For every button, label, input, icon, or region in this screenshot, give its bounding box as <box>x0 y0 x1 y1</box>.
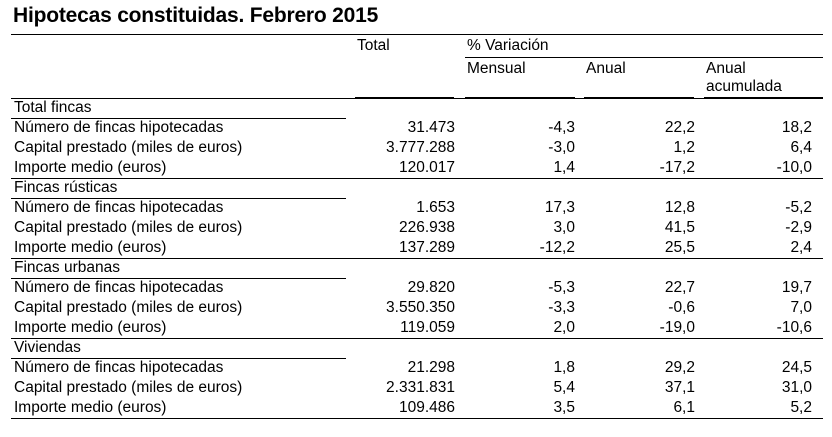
header-acumulada-1: Anual <box>706 60 746 77</box>
row-label: Número de fincas hipotecadas <box>14 119 224 136</box>
section-rule <box>11 338 823 339</box>
cell-total: 119.059 <box>400 319 455 336</box>
section-heading: Fincas urbanas <box>14 259 120 276</box>
cell-mensual: 2,0 <box>553 319 575 336</box>
cell-anual: -19,0 <box>659 319 695 336</box>
cell-mensual: -5,3 <box>548 279 575 296</box>
header-variacion: % Variación <box>467 37 549 54</box>
row-label: Importe medio (euros) <box>14 239 167 256</box>
cell-anual: 22,7 <box>664 279 695 296</box>
row-label: Capital prestado (miles de euros) <box>14 379 243 396</box>
cell-anual: 1,2 <box>673 139 695 156</box>
cell-anual: 6,1 <box>673 399 695 416</box>
cell-acumulada: 19,7 <box>781 279 812 296</box>
page-title: Hipotecas constituidas. Febrero 2015 <box>13 4 379 27</box>
cell-total: 2.331.831 <box>386 379 455 396</box>
header-acumulada-2: acumulada <box>706 78 782 95</box>
cell-mensual: 17,3 <box>544 199 575 216</box>
row-label: Número de fincas hipotecadas <box>14 199 224 216</box>
row-label: Número de fincas hipotecadas <box>14 279 224 296</box>
cell-mensual: -3,0 <box>548 139 575 156</box>
row-label: Capital prestado (miles de euros) <box>14 139 243 156</box>
variacion-rule <box>465 57 823 58</box>
cell-acumulada: 7,0 <box>790 299 812 316</box>
cell-mensual: 5,4 <box>553 379 575 396</box>
cell-anual: 22,2 <box>664 119 695 136</box>
cell-acumulada: -10,6 <box>776 319 812 336</box>
cell-total: 3.777.288 <box>386 139 455 156</box>
cell-mensual: -12,2 <box>539 239 575 256</box>
section-rule <box>11 258 823 259</box>
row-label: Número de fincas hipotecadas <box>14 359 224 376</box>
cell-acumulada: 6,4 <box>790 139 812 156</box>
header-anual: Anual <box>586 60 626 77</box>
cell-acumulada: -5,2 <box>785 199 812 216</box>
section-heading: Total fincas <box>14 99 92 116</box>
cell-anual: 41,5 <box>664 219 695 236</box>
cell-anual: 29,2 <box>664 359 695 376</box>
cell-total: 21.298 <box>407 359 455 376</box>
section-heading: Viviendas <box>14 339 81 356</box>
cell-mensual: 3,5 <box>553 399 575 416</box>
section-rule <box>11 98 823 99</box>
cell-mensual: 1,4 <box>553 159 575 176</box>
cell-total: 29.820 <box>407 279 455 296</box>
cell-total: 137.289 <box>398 239 455 256</box>
cell-total: 109.486 <box>398 399 455 416</box>
cell-total: 1.653 <box>416 199 455 216</box>
title-rule <box>11 34 823 35</box>
cell-mensual: -4,3 <box>548 119 575 136</box>
cell-acumulada: 5,2 <box>790 399 812 416</box>
cell-total: 226.938 <box>398 219 455 236</box>
cell-acumulada: -2,9 <box>785 219 812 236</box>
row-label: Importe medio (euros) <box>14 319 167 336</box>
cell-acumulada: 31,0 <box>781 379 812 396</box>
section-rule <box>11 178 823 179</box>
row-label: Importe medio (euros) <box>14 159 167 176</box>
cell-acumulada: 2,4 <box>790 239 812 256</box>
cell-mensual: 3,0 <box>553 219 575 236</box>
row-label: Importe medio (euros) <box>14 399 167 416</box>
cell-total: 3.550.350 <box>386 299 455 316</box>
cell-acumulada: 24,5 <box>781 359 812 376</box>
cell-mensual: -3,3 <box>548 299 575 316</box>
cell-acumulada: 18,2 <box>781 119 812 136</box>
cell-anual: -0,6 <box>668 299 695 316</box>
cell-anual: 25,5 <box>664 239 695 256</box>
section-heading: Fincas rústicas <box>14 179 118 196</box>
header-mensual: Mensual <box>467 60 526 77</box>
cell-total: 31.473 <box>407 119 455 136</box>
cell-mensual: 1,8 <box>553 359 575 376</box>
cell-acumulada: -10,0 <box>776 159 812 176</box>
cell-anual: -17,2 <box>659 159 695 176</box>
row-label: Capital prestado (miles de euros) <box>14 219 243 236</box>
bottom-rule <box>11 418 823 419</box>
row-label: Capital prestado (miles de euros) <box>14 299 243 316</box>
cell-anual: 37,1 <box>664 379 695 396</box>
header-total: Total <box>357 37 390 54</box>
cell-anual: 12,8 <box>664 199 695 216</box>
cell-total: 120.017 <box>398 159 455 176</box>
